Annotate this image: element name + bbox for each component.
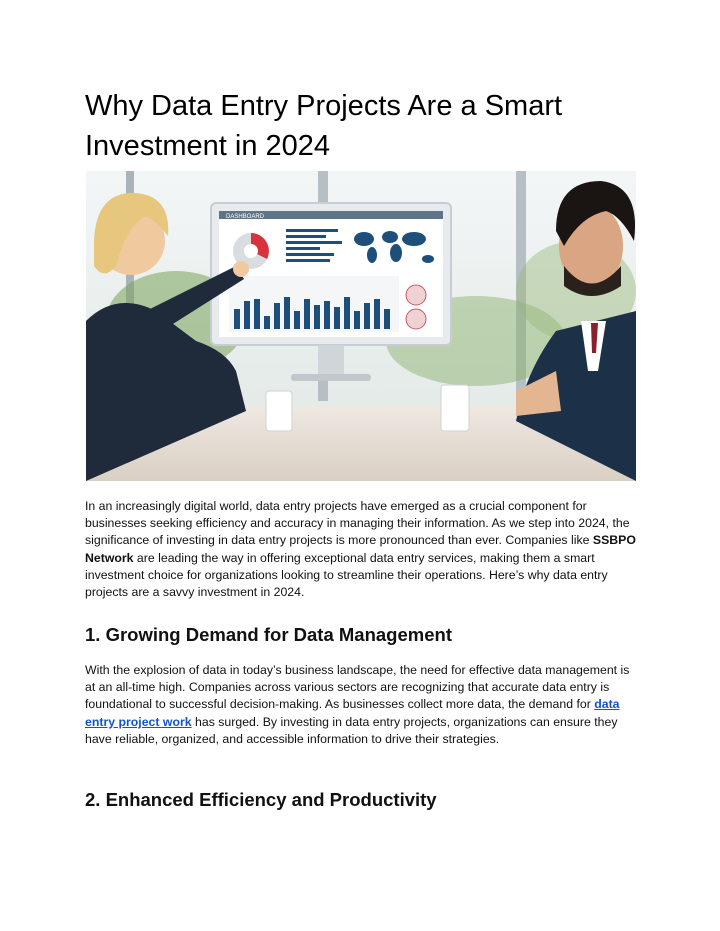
section1-text-part1: With the explosion of data in today’s business landscape, the need for effective data management is at an all-time high. Companies across various sectors are recognizing that accurate data entry is foundational to successful decision-making. As businesses collect more data, the demand for [85,663,630,712]
business-meeting-illustration [86,171,636,481]
data-entry-project-work-link[interactable]: data entry project work [85,697,620,729]
section1-paragraph [85,662,640,748]
article-title: Why Data Entry Projects Are a Smart Investment in 2024 [85,90,563,162]
intro-paragraph [85,498,640,601]
hero-image [86,171,636,481]
dashboard-label: DASHBOARD [226,214,265,220]
section1-text-part2: has surged. By investing in data entry projects, organizations can ensure they have reliable, organized, and accessible information to drive their strategies. [85,714,618,746]
section1-heading: 1. Growing Demand for Data Management [85,624,452,645]
company-name: SSBPO Network [85,533,636,565]
section2-heading: 2. Enhanced Efficiency and Productivity [85,789,437,810]
intro-text-part2: are leading the way in offering exceptional data entry services, making them a smart investment choice for organizations looking to streamline their operations. Here’s why data entry projects are a savvy investment in 2024. [85,550,608,600]
intro-text-part1: In an increasingly digital world, data entry projects have emerged as a crucial component for businesses seeking efficiency and accuracy in managing their information. As we step into 2024, the significance of investing in data entry projects is more pronounced than ever. Companies like [85,499,630,548]
